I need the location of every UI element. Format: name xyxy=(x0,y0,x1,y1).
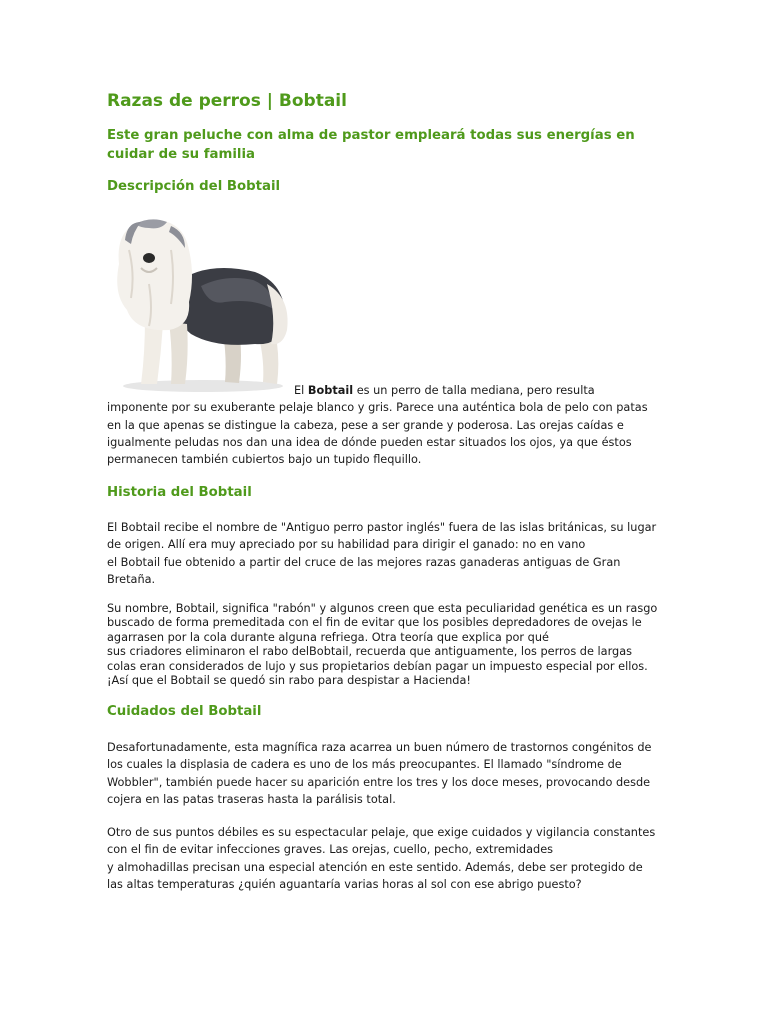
text-line: y almohadillas precisan una especial atención en este sentido. Además, debe ser protegido de xyxy=(107,860,643,874)
intro-prefix: El xyxy=(294,384,308,397)
article-lead xyxy=(107,126,659,164)
text-line: Desafortunadamente, esta magnífica raza acarrea un buen número de trastornos congénitos de xyxy=(107,741,652,754)
text-line: Wobbler", también puede hacer su aparición entre los tres y los doce meses, provocando desde xyxy=(107,775,651,789)
cuidados-paragraph-2 xyxy=(107,824,667,893)
text-line: el Bobtail fue obtenido a partir del cruce de las mejores razas ganaderas antiguas de Gran xyxy=(107,555,621,569)
text-line: sus criadores eliminaron el rabo delBobtail, recuerda que antiguamente, los perros de largas xyxy=(107,645,633,659)
lead-line: Este gran peluche con alma de pastor empleará todas sus energías en xyxy=(107,128,635,143)
text-line: ¡Así que el Bobtail se quedó sin rabo para despistar a Hacienda! xyxy=(107,674,471,688)
text-line: las altas temperaturas ¿quién aguantaría varias horas al sol con ese abrigo puesto? xyxy=(107,877,582,891)
text-line: permanecen también cubiertos bajo un tupido flequillo. xyxy=(107,453,422,467)
historia-paragraph-1 xyxy=(107,519,667,588)
text-line: Su nombre, Bobtail, significa "rabón" y algunos creen que esta peculiaridad genética es un rasgo xyxy=(107,602,658,615)
text-line: buscado de forma premeditada con el fin de evitar que los posibles depredadores de ovejas le xyxy=(107,616,642,630)
description-paragraph xyxy=(107,382,667,468)
page-title: Razas de perros | Bobtail xyxy=(107,91,347,111)
text-line: igualmente peludas nos dan una idea de dónde pueden estar situados los ojos, ya que éstos xyxy=(107,435,632,449)
text-line: con el fin de evitar infecciones graves. Las orejas, cuello, pecho, extremidades xyxy=(107,843,554,857)
text-line: de origen. Allí era muy apreciado por su habilidad para dirigir el ganado: no en vano xyxy=(107,538,586,552)
text-line: cojera en las patas traseras hasta la parálisis total. xyxy=(107,792,396,806)
text-line: en la que apenas se distingue la cabeza, pese a ser grande y poderosa. Las orejas caídas e xyxy=(107,418,624,432)
lead-line: cuidar de su familia xyxy=(107,147,256,162)
section-heading-cuidados: Cuidados del Bobtail xyxy=(107,704,262,719)
text-line: imponente por su exuberante pelaje blanco y gris. Parece una auténtica bola de pelo con patas xyxy=(107,401,648,415)
intro-rest: es un perro de talla mediana, pero resulta xyxy=(353,384,595,397)
historia-paragraph-2 xyxy=(107,602,667,688)
section-heading-historia: Historia del Bobtail xyxy=(107,485,252,500)
text-line: colas eran considerados de lujo y sus propietarios debían pagar un impuesto especial por ellos. xyxy=(107,659,648,673)
text-line: Otro de sus puntos débiles es su espectacular pelaje, que exige cuidados y vigilancia constantes xyxy=(107,826,656,839)
section-heading-descripcion: Descripción del Bobtail xyxy=(107,179,281,194)
cuidados-paragraph-1 xyxy=(107,739,667,808)
text-line: agarrasen por la cola durante alguna refriega. Otra teoría que explica por qué xyxy=(107,630,549,644)
text-line: Bretaña. xyxy=(107,572,156,586)
text-line: El Bobtail recibe el nombre de "Antiguo perro pastor inglés" fuera de las islas británicas, su lugar xyxy=(107,521,657,534)
breed-name: Bobtail xyxy=(307,384,354,397)
bobtail-dog-image xyxy=(105,214,293,396)
text-line: los cuales la displasia de cadera es uno de los más preocupantes. El llamado "síndrome de xyxy=(107,758,622,772)
